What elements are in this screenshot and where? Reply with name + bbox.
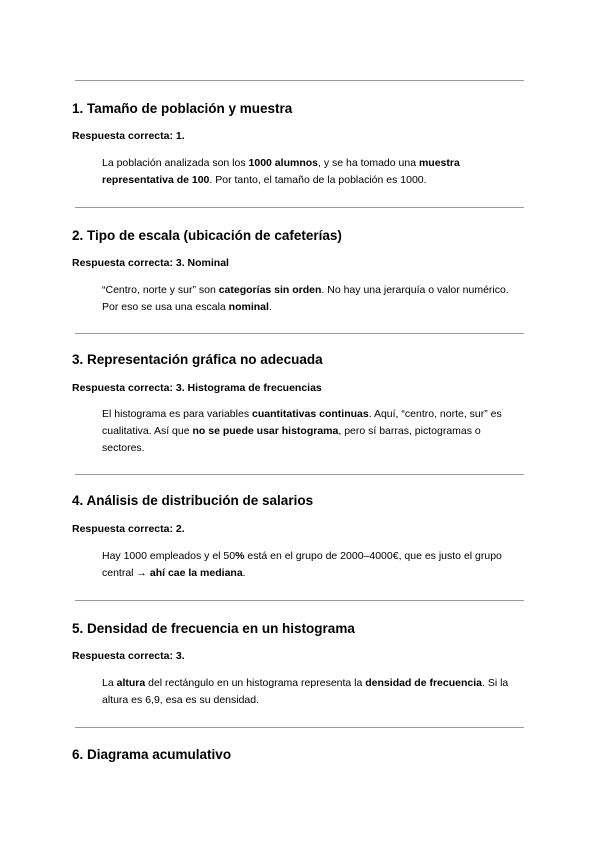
text-run: . [268, 301, 272, 313]
bold-text: ahí cae la mediana [149, 567, 243, 579]
divider [75, 80, 524, 81]
section-2-answer: Respuesta correcta: 3. Nominal [72, 257, 229, 269]
text-run: . Por tanto, el tamaño de la población es 1000. [209, 174, 427, 186]
text-run: . No hay una jerarquía o valor numérico. Por eso se usa una escala [102, 284, 509, 313]
text-run: La [102, 677, 117, 689]
section-1-title: 1. Tamaño de población y muestra [72, 101, 293, 116]
section-3-answer: Respuesta correcta: 3. Histograma de frecuencias [72, 382, 322, 394]
section-4-title: 4. Análisis de distribución de salarios [72, 493, 314, 508]
text-run: , pero sí barras, pictogramas o sectores. [102, 425, 481, 454]
bold-text: 1000 alumnos [248, 157, 318, 169]
text-run: El histograma es para variables [102, 408, 252, 420]
bold-text: altura [116, 677, 146, 689]
bold-text: no se puede usar histograma [192, 425, 339, 437]
text-run: . [242, 567, 246, 579]
section-4-answer: Respuesta correcta: 2. [72, 523, 185, 535]
section-1-explanation [102, 155, 512, 189]
section-3-explanation [102, 406, 512, 457]
section-5-answer: Respuesta correcta: 3. [72, 650, 185, 662]
text-run: , y se ha tomado una [317, 157, 419, 169]
text-run: . Si la altura es 6,9, esa es su densidad. [102, 677, 509, 706]
bold-text: cuantitativas continuas [252, 408, 369, 420]
divider [75, 333, 524, 334]
text-run: del rectángulo en un histograma representa la [145, 677, 366, 689]
bold-text: categorías sin orden [218, 284, 322, 296]
divider [75, 600, 524, 601]
section-2-explanation [102, 282, 512, 316]
bold-text: nominal [228, 301, 269, 313]
text-run: Hay 1000 empleados y el 50 [102, 550, 236, 562]
divider [75, 727, 524, 728]
section-2-title: 2. Tipo de escala (ubicación de cafeterías) [72, 228, 342, 243]
section-3-title: 3. Representación gráfica no adecuada [72, 352, 323, 367]
text-run: “Centro, norte y sur” son [102, 284, 219, 296]
section-5-explanation [102, 675, 512, 709]
divider [75, 207, 524, 208]
text-run: . Aquí, “centro, norte, sur” es cualitativa. Así que [102, 408, 502, 437]
text-run: está en el grupo de 2000–4000€, que es justo el grupo central → [102, 550, 502, 579]
section-6-title: 6. Diagrama acumulativo [72, 747, 232, 762]
section-5-title: 5. Densidad de frecuencia en un histograma [72, 621, 355, 636]
bold-text: muestra representativa de 100 [102, 157, 460, 186]
bold-text: densidad de frecuencia [365, 677, 482, 689]
divider [75, 474, 524, 475]
section-1-answer: Respuesta correcta: 1. [72, 130, 185, 142]
bold-text: % [235, 550, 245, 562]
section-4-explanation [102, 548, 512, 582]
text-run: La población analizada son los [102, 157, 249, 169]
